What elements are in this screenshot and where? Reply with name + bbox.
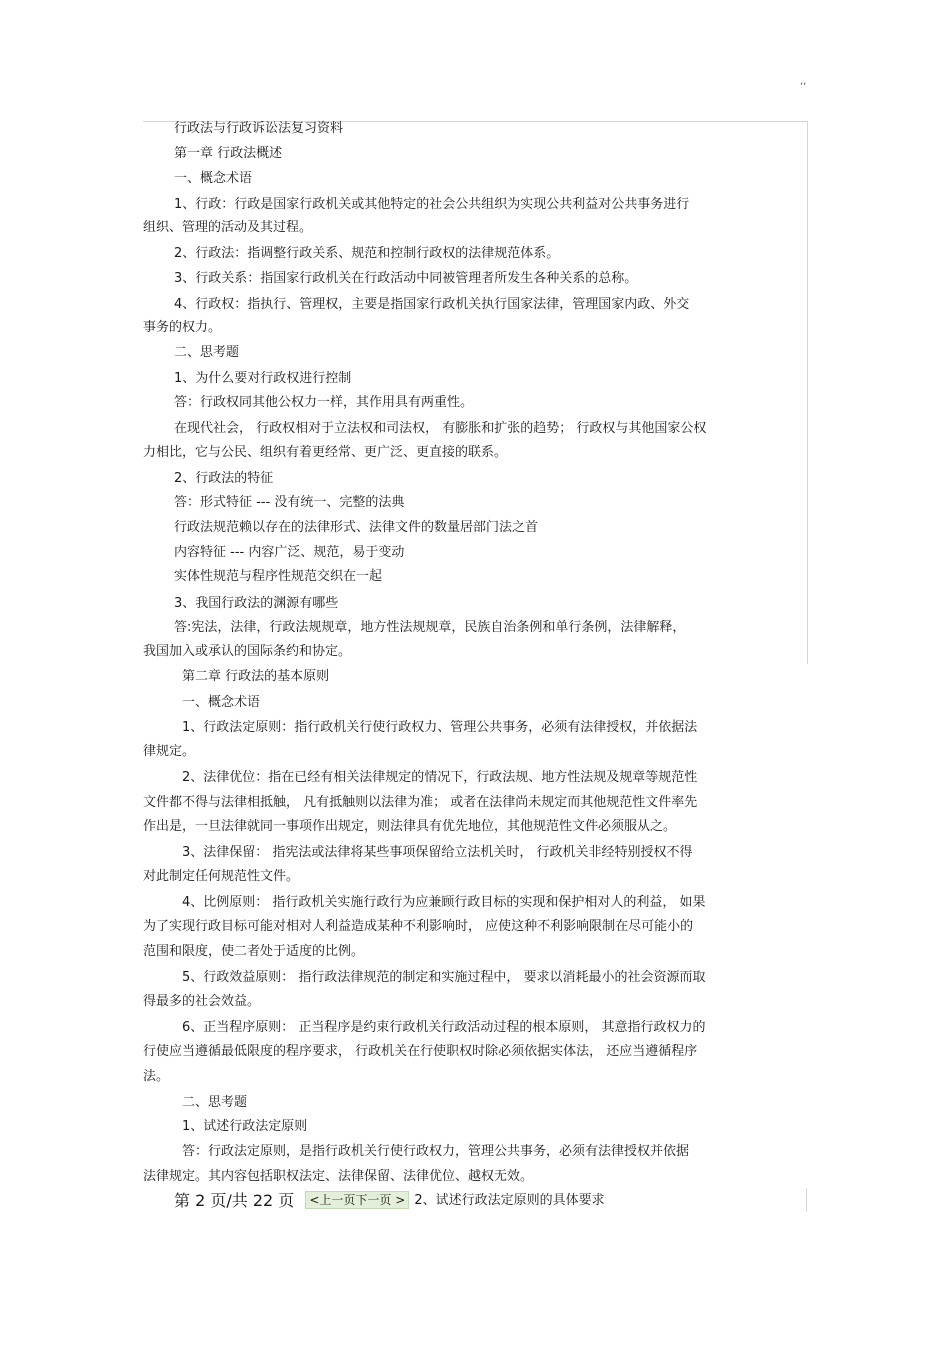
page-indicator: 第 2 页/共 22 页 [174, 1191, 295, 1210]
text-line: 1、行政：行政是国家行政机关或其他特定的社会公共组织为实现公共利益对公共事务进行 [174, 197, 690, 212]
text-line: 行政法与行政诉讼法复习资料 [174, 121, 344, 136]
text-line: 法律规定。其内容包括职权法定、法律保留、法律优位、越权无效。 [143, 1169, 534, 1184]
text-line: 内容特征 --- 内容广泛、规范，易于变动 [174, 545, 405, 560]
pager-bar [174, 1191, 605, 1211]
text-line: 二、思考题 [174, 345, 240, 360]
text-line: 法。 [143, 1069, 170, 1084]
corner-mark: ,, [800, 76, 807, 87]
text-line: 1、行政法定原则：指行政机关行使行政权力、管理公共事务，必须有法律授权，并依据法 [182, 720, 698, 735]
text-line: 第二章 行政法的基本原则 [182, 669, 330, 684]
text-line: 第一章 行政法概述 [174, 146, 283, 161]
text-line: 二、思考题 [182, 1095, 248, 1110]
text-line: 力相比，它与公民、组织有着更经常、更广泛、更直接的联系。 [143, 445, 508, 460]
text-line: 答：行政法定原则，是指行政机关行使行政权力，管理公共事务，必须有法律授权并依据 [182, 1144, 690, 1159]
text-line: 我国加入或承认的国际条约和协定。 [143, 644, 352, 659]
text-line: 2、行政法：指调整行政关系、规范和控制行政权的法律规范体系。 [174, 246, 560, 261]
text-line: 5、行政效益原则： 指行政法律规范的制定和实施过程中， 要求以消耗最小的社会资源而取 [182, 970, 706, 985]
text-line: 6、正当程序原则： 正当程序是约束行政机关行政活动过程的根本原则， 其意指行政权力的 [182, 1020, 706, 1035]
text-line: 答：形式特征 --- 没有统一、完整的法典 [174, 495, 405, 510]
text-line: 1、试述行政法定原则 [182, 1119, 308, 1134]
text-line: 在现代社会， 行政权相对于立法权和司法权， 有膨胀和扩张的趋势； 行政权与其他国家公权 [174, 421, 707, 436]
text-line: 作出是，一旦法律就同一事项作出规定，则法律具有优先地位，其他规范性文件必须服从之。 [143, 819, 677, 834]
text-line: 对此制定任何规范性文件。 [143, 869, 300, 884]
text-line: 3、法律保留： 指宪法或法律将某些事项保留给立法机关时， 行政机关非经特别授权不得 [182, 845, 693, 860]
text-line: 范围和限度，使二者处于适度的比例。 [143, 944, 365, 959]
text-line: 4、比例原则： 指行政机关实施行政行为应兼顾行政目标的实现和保护相对人的利益， 如果 [182, 895, 706, 910]
text-line: 得最多的社会效益。 [143, 994, 261, 1009]
text-line: 一、概念术语 [182, 695, 261, 710]
text-line: 答:宪法，法律，行政法规规章，地方性法规规章，民族自治条例和单行条例，法律解释， [174, 620, 686, 635]
text-line: 2、行政法的特征 [174, 471, 274, 486]
text-line: 4、行政权：指执行、管理权，主要是指国家行政机关执行国家法律，管理国家内政、外交 [174, 297, 690, 312]
text-line: 律规定。 [143, 744, 196, 759]
text-line: 行政法规范赖以存在的法律形式、法律文件的数量居部门法之首 [174, 520, 539, 535]
text-line: 2、法律优位：指在已经有相关法律规定的情况下，行政法规、地方性法规及规章等规范性 [182, 770, 698, 785]
text-line: 3、行政关系：指国家行政机关在行政活动中同被管理者所发生各种关系的总称。 [174, 271, 638, 286]
text-line: 答：行政权同其他公权力一样，其作用具有两重性。 [174, 395, 474, 410]
text-line: 文件都不得与法律相抵触， 凡有抵触则以法律为准； 或者在法律尚未规定而其他规范性文件率先 [143, 795, 698, 810]
text-line: 1、为什么要对行政权进行控制 [174, 371, 352, 386]
prev-next-nav[interactable]: <上一页下一页 > [305, 1191, 409, 1209]
text-line: 事务的权力。 [143, 320, 222, 335]
text-line: 为了实现行政目标可能对相对人利益造成某种不利影响时， 应使这种不利影响限制在尽可能小的 [143, 919, 694, 934]
page-frame-edge [806, 1188, 807, 1212]
text-line: 一、概念术语 [174, 171, 253, 186]
text-line: 实体性规范与程序性规范交织在一起 [174, 569, 383, 584]
next-section-heading: 2、试述行政法定原则的具体要求 [414, 1193, 605, 1208]
text-line: 行使应当遵循最低限度的程序要求， 行政机关在行使职权时除必须依据实体法， 还应当遵循程序 [143, 1044, 698, 1059]
text-line: 组织、管理的活动及其过程。 [143, 220, 313, 235]
text-line: 3、我国行政法的渊源有哪些 [174, 596, 339, 611]
